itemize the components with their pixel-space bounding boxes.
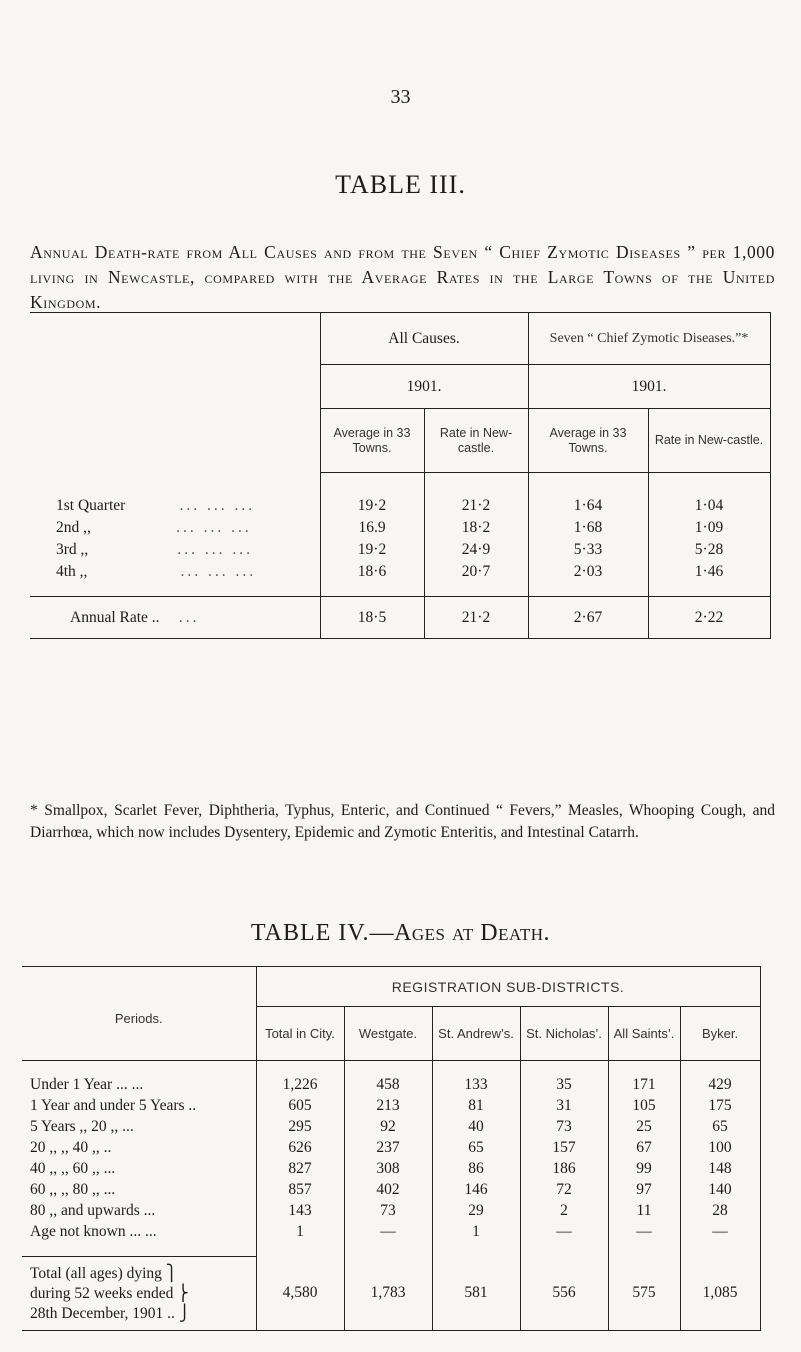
cell-st-andrews: 86 <box>432 1159 520 1180</box>
table4-row <box>22 1159 760 1180</box>
cell-byker: 1,085 <box>680 1257 760 1331</box>
cell-st-andrews: 40 <box>432 1117 520 1138</box>
period-label: 40 ,, ,, 60 ,, ... <box>22 1159 256 1180</box>
cell-all-rate: 20·7 <box>424 561 528 583</box>
cell-st-andrews: 29 <box>432 1201 520 1222</box>
leader-dots: ... <box>178 608 200 626</box>
row-label: 1st Quarter <box>56 496 126 514</box>
cell-st-nicholas: 556 <box>520 1257 608 1331</box>
cell-zym-rate: 1·09 <box>648 517 770 539</box>
cell-st-nicholas: 2 <box>520 1201 608 1222</box>
leader-dots: ... ... ... <box>180 562 257 580</box>
table3-row <box>30 517 770 539</box>
cell-all-saints: 97 <box>608 1180 680 1201</box>
cell-st-andrews: 581 <box>432 1257 520 1331</box>
col-all-saints: All Saints’. <box>608 1007 680 1061</box>
table4-row <box>22 1138 760 1159</box>
cell-all-avg: 16.9 <box>358 518 386 536</box>
cell-all-rate: 24·9 <box>424 539 528 561</box>
cell-total: 1,226 <box>256 1075 344 1096</box>
cell-westgate: 1,783 <box>344 1257 432 1331</box>
table4-title <box>0 920 801 947</box>
cell-st-nicholas: — <box>520 1222 608 1243</box>
cell-zym-rate: 1·46 <box>648 561 770 583</box>
cell-zym-rate: 1·04 <box>648 495 770 517</box>
cell-all-rate: 18·2 <box>424 517 528 539</box>
cell-st-nicholas: 31 <box>520 1096 608 1117</box>
cell-all-saints: — <box>608 1222 680 1243</box>
cell-total: 143 <box>256 1201 344 1222</box>
cell-westgate: 213 <box>344 1096 432 1117</box>
cell-total: 827 <box>256 1159 344 1180</box>
table3-row <box>30 561 770 583</box>
row-label: 4th ,, <box>56 562 88 580</box>
col-byker: Byker. <box>680 1007 760 1061</box>
cell-westgate: 92 <box>344 1117 432 1138</box>
table3-footnote: * Smallpox, Scarlet Fever, Diphtheria, Typhus, Enteric, and Continued “ Fevers,” Measles, Whooping Cough, and Diarrhœa, which now includes Dysentery, Epidemic and Zymotic Enteritis, and Intestinal Catarrh. <box>30 802 775 841</box>
period-label: Age not known ... ... <box>22 1222 256 1243</box>
row-label: 3rd ,, <box>56 540 89 558</box>
cell-all-saints: 25 <box>608 1117 680 1138</box>
cell-all-rate: 21·2 <box>424 597 528 639</box>
cell-total: 605 <box>256 1096 344 1117</box>
period-label: 20 ,, ,, 40 ,, .. <box>22 1138 256 1159</box>
cell-all-saints: 171 <box>608 1075 680 1096</box>
cell-byker: 28 <box>680 1201 760 1222</box>
table3-row <box>30 495 770 517</box>
table4 <box>22 966 761 1331</box>
table3-year-zymotic: 1901. <box>528 365 770 409</box>
cell-zym-avg: 1·68 <box>528 517 648 539</box>
cell-zym-avg: 5·33 <box>528 539 648 561</box>
leader-dots: ... ... ... <box>177 540 254 558</box>
cell-byker: 140 <box>680 1180 760 1201</box>
table3-caption: Annual Death-rate from All Causes and from the Seven “ Chief Zymotic Diseases ” per 1,000 living in Newcastle, compared with the Average Rates in the Large Towns of the United Kingdom. <box>30 242 775 312</box>
cell-byker: 429 <box>680 1075 760 1096</box>
table3-stub-header <box>30 313 320 473</box>
cell-westgate: 308 <box>344 1159 432 1180</box>
table3-group-zymotic: Seven “ Chief Zymotic Diseases.”* <box>528 313 770 365</box>
col-st-nicholas: St. Nicholas’. <box>520 1007 608 1061</box>
page-number: 33 <box>390 86 411 108</box>
row-label: 2nd ,, <box>56 518 91 536</box>
cell-st-andrews: 81 <box>432 1096 520 1117</box>
table4-row <box>22 1117 760 1138</box>
period-label: 60 ,, ,, 80 ,, ... <box>22 1180 256 1201</box>
cell-westgate: 73 <box>344 1201 432 1222</box>
cell-all-saints: 99 <box>608 1159 680 1180</box>
leader-dots: ... ... ... <box>179 496 256 514</box>
cell-st-andrews: 65 <box>432 1138 520 1159</box>
period-label: 1 Year and under 5 Years .. <box>22 1096 256 1117</box>
table4-total-row <box>22 1257 760 1331</box>
table3-year-all: 1901. <box>320 365 528 409</box>
cell-all-avg: 19·2 <box>357 496 387 514</box>
cell-byker: 148 <box>680 1159 760 1180</box>
table4-row <box>22 1180 760 1201</box>
cell-all-avg: 18·6 <box>357 562 387 580</box>
cell-all-saints: 105 <box>608 1096 680 1117</box>
cell-total: 295 <box>256 1117 344 1138</box>
table3-col-zym-rate: Rate in New-castle. <box>648 409 770 473</box>
total-label-line3: 28th December, 1901 .. ⎭ <box>30 1304 191 1322</box>
cell-st-nicholas: 72 <box>520 1180 608 1201</box>
cell-all-saints: 11 <box>608 1201 680 1222</box>
cell-zym-rate: 5·28 <box>648 539 770 561</box>
cell-westgate: — <box>344 1222 432 1243</box>
total-label-line2: during 52 weeks ended ⎬ <box>30 1284 189 1302</box>
cell-byker: 65 <box>680 1117 760 1138</box>
table4-row <box>22 1075 760 1096</box>
table3-col-all-rate: Rate in New-castle. <box>424 409 528 473</box>
cell-st-andrews: 146 <box>432 1180 520 1201</box>
cell-st-nicholas: 157 <box>520 1138 608 1159</box>
table4-title-sub: —Ages at Death. <box>369 920 551 946</box>
total-label-line1: Total (all ages) dying ⎫ <box>30 1264 178 1282</box>
annual-label: Annual Rate .. <box>70 608 160 626</box>
table3-row <box>30 539 770 561</box>
cell-westgate: 237 <box>344 1138 432 1159</box>
cell-all-saints: 575 <box>608 1257 680 1331</box>
cell-westgate: 402 <box>344 1180 432 1201</box>
col-st-andrews: St. Andrew’s. <box>432 1007 520 1061</box>
cell-zym-avg: 2·67 <box>528 597 648 639</box>
cell-all-rate: 21·2 <box>424 495 528 517</box>
cell-byker: 175 <box>680 1096 760 1117</box>
cell-all-avg: 19·2 <box>357 540 387 558</box>
table4-row <box>22 1096 760 1117</box>
total-label <box>22 1257 256 1331</box>
cell-zym-avg: 2·03 <box>528 561 648 583</box>
table4-row <box>22 1222 760 1243</box>
cell-all-saints: 67 <box>608 1138 680 1159</box>
col-westgate: Westgate. <box>344 1007 432 1061</box>
periods-header: Periods. <box>22 967 256 1061</box>
cell-st-nicholas: 35 <box>520 1075 608 1096</box>
table3-col-all-avg: Average in 33 Towns. <box>320 409 424 473</box>
table4-row <box>22 1201 760 1222</box>
period-label: Under 1 Year ... ... <box>22 1075 256 1096</box>
table3-title: TABLE III. <box>335 170 466 199</box>
table3-annual-row <box>30 597 770 639</box>
cell-byker: 100 <box>680 1138 760 1159</box>
cell-st-nicholas: 186 <box>520 1159 608 1180</box>
cell-zym-rate: 2·22 <box>648 597 770 639</box>
cell-total: 4,580 <box>256 1257 344 1331</box>
leader-dots: ... ... ... <box>176 518 252 536</box>
cell-all-avg: 18·5 <box>320 597 424 639</box>
cell-st-nicholas: 73 <box>520 1117 608 1138</box>
table3-col-zym-avg: Average in 33 Towns. <box>528 409 648 473</box>
registration-group-header: REGISTRATION SUB-DISTRICTS. <box>256 967 760 1007</box>
cell-byker: — <box>680 1222 760 1243</box>
col-total: Total in City. <box>256 1007 344 1061</box>
table3-group-all: All Causes. <box>320 313 528 365</box>
table4-title-main: TABLE IV. <box>250 920 370 946</box>
cell-st-andrews: 133 <box>432 1075 520 1096</box>
cell-total: 1 <box>256 1222 344 1243</box>
cell-st-andrews: 1 <box>432 1222 520 1243</box>
period-label: 5 Years ,, 20 ,, ... <box>22 1117 256 1138</box>
period-label: 80 ,, and upwards ... <box>22 1201 256 1222</box>
cell-zym-avg: 1·64 <box>528 495 648 517</box>
table3 <box>30 312 771 639</box>
cell-total: 857 <box>256 1180 344 1201</box>
cell-westgate: 458 <box>344 1075 432 1096</box>
cell-total: 626 <box>256 1138 344 1159</box>
